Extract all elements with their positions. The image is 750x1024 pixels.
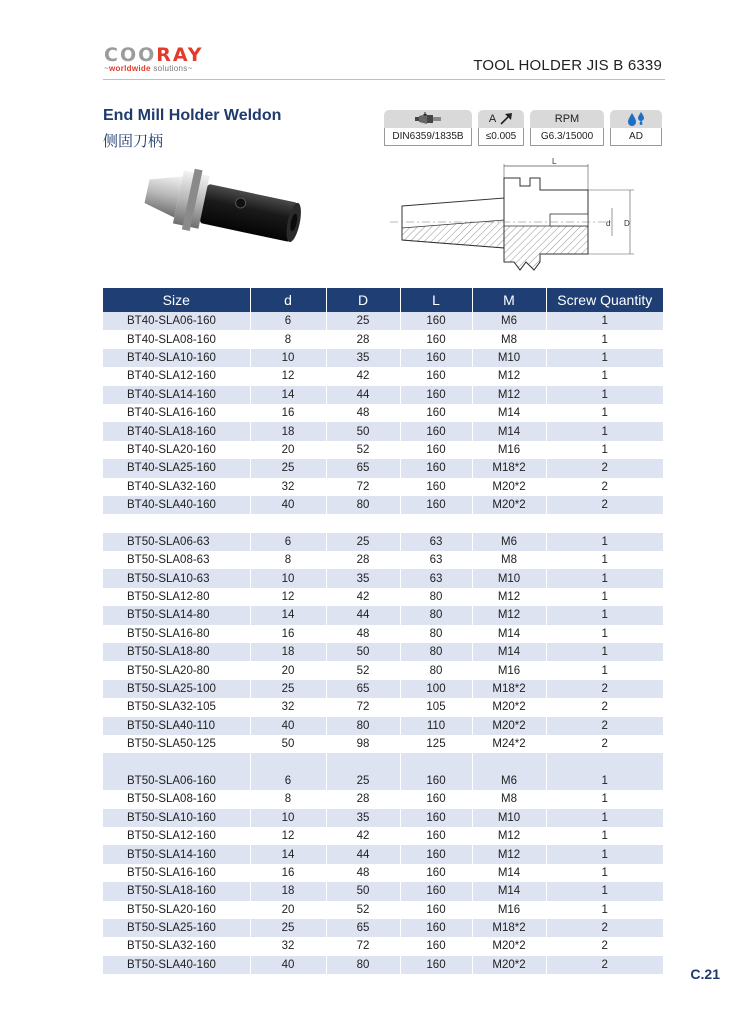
- table-cell: 25: [250, 680, 326, 698]
- table-cell: 20: [250, 661, 326, 679]
- table-cell: 80: [400, 643, 472, 661]
- table-row: [103, 533, 663, 551]
- table-cell: BT50-SLA40-110: [103, 717, 250, 735]
- table-row: [103, 643, 663, 661]
- spacer-cell: [103, 514, 250, 532]
- table-cell: 25: [326, 772, 400, 790]
- table-cell: 20: [250, 901, 326, 919]
- col-header-size: Size: [103, 288, 250, 312]
- table-cell: BT50-SLA06-160: [103, 772, 250, 790]
- table-cell: 2: [546, 459, 663, 477]
- table-cell: 32: [250, 698, 326, 716]
- table-cell: 10: [250, 349, 326, 367]
- group-spacer-row: [103, 753, 663, 771]
- table-cell: BT40-SLA10-160: [103, 349, 250, 367]
- table-cell: M16: [472, 901, 546, 919]
- table-cell: 2: [546, 937, 663, 955]
- col-header-screw-quantity: Screw Quantity: [546, 288, 663, 312]
- table-cell: 1: [546, 901, 663, 919]
- table-cell: 160: [400, 827, 472, 845]
- spacer-cell: [546, 514, 663, 532]
- table-cell: M12: [472, 588, 546, 606]
- table-cell: BT40-SLA06-160: [103, 312, 250, 330]
- dim-label-d: d: [606, 219, 611, 228]
- table-cell: 1: [546, 882, 663, 900]
- table-row: [103, 827, 663, 845]
- table-cell: M18*2: [472, 459, 546, 477]
- table-cell: 1: [546, 330, 663, 348]
- table-cell: 35: [326, 809, 400, 827]
- table-cell: BT50-SLA32-105: [103, 698, 250, 716]
- table-header-row: [103, 288, 663, 312]
- table-cell: 105: [400, 698, 472, 716]
- brand-logo: [104, 44, 204, 73]
- table-cell: 72: [326, 698, 400, 716]
- table-cell: 32: [250, 937, 326, 955]
- table-row: [103, 569, 663, 587]
- table-cell: 160: [400, 919, 472, 937]
- table-cell: 28: [326, 790, 400, 808]
- table-cell: M14: [472, 882, 546, 900]
- table-cell: 160: [400, 478, 472, 496]
- table-row: [103, 422, 663, 440]
- table-cell: BT50-SLA20-80: [103, 661, 250, 679]
- table-cell: 160: [400, 864, 472, 882]
- table-cell: 160: [400, 459, 472, 477]
- table-cell: 160: [400, 882, 472, 900]
- runout-label: A: [488, 113, 497, 125]
- table-cell: BT50-SLA50-125: [103, 735, 250, 753]
- table-cell: 160: [400, 441, 472, 459]
- table-cell: 18: [250, 643, 326, 661]
- table-cell: 110: [400, 717, 472, 735]
- table-cell: 44: [326, 606, 400, 624]
- table-cell: M6: [472, 312, 546, 330]
- table-cell: 2: [546, 478, 663, 496]
- table-cell: 14: [250, 386, 326, 404]
- table-cell: 52: [326, 901, 400, 919]
- table-cell: 98: [326, 735, 400, 753]
- table-cell: M14: [472, 864, 546, 882]
- table-cell: BT50-SLA10-160: [103, 809, 250, 827]
- table-row: [103, 790, 663, 808]
- spacer-cell: [103, 753, 250, 771]
- spacer-cell: [326, 514, 400, 532]
- technical-drawing: [380, 158, 650, 282]
- table-cell: 8: [250, 790, 326, 808]
- col-header-D: D: [326, 288, 400, 312]
- table-row: [103, 349, 663, 367]
- table-cell: BT50-SLA40-160: [103, 956, 250, 974]
- table-cell: 1: [546, 533, 663, 551]
- spec-table: [103, 288, 663, 974]
- table-cell: 1: [546, 661, 663, 679]
- table-cell: 1: [546, 809, 663, 827]
- table-cell: 12: [250, 588, 326, 606]
- table-cell: 14: [250, 845, 326, 863]
- table-cell: 63: [400, 551, 472, 569]
- table-cell: 160: [400, 386, 472, 404]
- table-cell: BT50-SLA32-160: [103, 937, 250, 955]
- table-cell: M14: [472, 404, 546, 422]
- table-cell: 35: [326, 569, 400, 587]
- table-cell: 48: [326, 625, 400, 643]
- table-cell: 52: [326, 441, 400, 459]
- dim-label-D: D: [624, 219, 630, 228]
- table-cell: 63: [400, 533, 472, 551]
- spacer-cell: [400, 514, 472, 532]
- table-cell: BT50-SLA08-63: [103, 551, 250, 569]
- table-cell: 1: [546, 827, 663, 845]
- table-cell: 160: [400, 312, 472, 330]
- table-cell: 80: [400, 606, 472, 624]
- table-cell: 8: [250, 551, 326, 569]
- table-cell: 25: [326, 533, 400, 551]
- header-divider: [103, 79, 665, 80]
- table-cell: 42: [326, 367, 400, 385]
- table-cell: 50: [250, 735, 326, 753]
- table-cell: 8: [250, 330, 326, 348]
- table-cell: 160: [400, 937, 472, 955]
- table-row: [103, 588, 663, 606]
- table-cell: 16: [250, 864, 326, 882]
- table-row: [103, 367, 663, 385]
- table-cell: M20*2: [472, 698, 546, 716]
- table-row: [103, 956, 663, 974]
- table-cell: BT50-SLA18-80: [103, 643, 250, 661]
- spacer-cell: [546, 753, 663, 771]
- table-row: [103, 478, 663, 496]
- table-cell: 2: [546, 680, 663, 698]
- table-cell: BT50-SLA16-160: [103, 864, 250, 882]
- table-cell: M18*2: [472, 919, 546, 937]
- table-cell: 2: [546, 735, 663, 753]
- table-cell: 48: [326, 404, 400, 422]
- table-cell: 125: [400, 735, 472, 753]
- table-cell: M10: [472, 569, 546, 587]
- table-cell: 18: [250, 422, 326, 440]
- table-cell: 50: [326, 882, 400, 900]
- table-cell: 40: [250, 717, 326, 735]
- table-cell: M14: [472, 625, 546, 643]
- table-cell: 160: [400, 404, 472, 422]
- spacer-cell: [250, 514, 326, 532]
- table-cell: M8: [472, 551, 546, 569]
- table-cell: M14: [472, 422, 546, 440]
- table-cell: 42: [326, 827, 400, 845]
- table-cell: 72: [326, 478, 400, 496]
- spec-coolant: [610, 110, 662, 146]
- table-cell: M12: [472, 386, 546, 404]
- table-cell: 28: [326, 551, 400, 569]
- table-row: [103, 901, 663, 919]
- table-cell: BT50-SLA12-80: [103, 588, 250, 606]
- table-cell: 63: [400, 569, 472, 587]
- spec-standard-value: DIN6359/1835B: [384, 128, 472, 146]
- table-row: [103, 404, 663, 422]
- table-row: [103, 441, 663, 459]
- spacer-cell: [250, 753, 326, 771]
- table-cell: 1: [546, 606, 663, 624]
- table-cell: 6: [250, 533, 326, 551]
- table-cell: 48: [326, 864, 400, 882]
- table-row: [103, 845, 663, 863]
- table-cell: 2: [546, 717, 663, 735]
- table-cell: M6: [472, 533, 546, 551]
- table-cell: BT50-SLA10-63: [103, 569, 250, 587]
- table-cell: M12: [472, 367, 546, 385]
- table-row: [103, 698, 663, 716]
- table-cell: M20*2: [472, 478, 546, 496]
- table-cell: 72: [326, 937, 400, 955]
- table-cell: M8: [472, 790, 546, 808]
- table-cell: 50: [326, 643, 400, 661]
- table-cell: 160: [400, 422, 472, 440]
- table-cell: BT50-SLA16-80: [103, 625, 250, 643]
- table-row: [103, 864, 663, 882]
- table-cell: 1: [546, 625, 663, 643]
- table-cell: 1: [546, 569, 663, 587]
- table-cell: 1: [546, 551, 663, 569]
- table-cell: 1: [546, 845, 663, 863]
- tool-holder-icon: [384, 110, 472, 128]
- table-cell: 25: [326, 312, 400, 330]
- table-cell: 10: [250, 809, 326, 827]
- page-header-title: TOOL HOLDER JIS B 6339: [473, 57, 662, 74]
- table-cell: 42: [326, 588, 400, 606]
- runout-arrow-icon: [499, 113, 513, 125]
- rpm-label: RPM: [530, 110, 604, 128]
- table-cell: 35: [326, 349, 400, 367]
- col-header-M: M: [472, 288, 546, 312]
- table-cell: M10: [472, 349, 546, 367]
- table-cell: BT40-SLA08-160: [103, 330, 250, 348]
- coolant-drops-icon: [610, 110, 662, 128]
- table-cell: 25: [250, 459, 326, 477]
- table-cell: M20*2: [472, 496, 546, 514]
- table-cell: 50: [326, 422, 400, 440]
- col-header-d: d: [250, 288, 326, 312]
- table-cell: BT40-SLA12-160: [103, 367, 250, 385]
- table-cell: 160: [400, 790, 472, 808]
- table-row: [103, 661, 663, 679]
- table-cell: 14: [250, 606, 326, 624]
- spec-runout-value: ≤0.005: [478, 128, 524, 146]
- brand-wordmark: COORAY: [104, 44, 204, 66]
- table-row: [103, 809, 663, 827]
- spec-standard: [384, 110, 472, 146]
- table-cell: 1: [546, 790, 663, 808]
- table-row: [103, 606, 663, 624]
- table-cell: BT50-SLA08-160: [103, 790, 250, 808]
- spec-rpm-value: G6.3/15000: [530, 128, 604, 146]
- table-cell: 160: [400, 496, 472, 514]
- table-row: [103, 551, 663, 569]
- table-cell: 65: [326, 459, 400, 477]
- group-spacer-row: [103, 514, 663, 532]
- table-cell: 1: [546, 349, 663, 367]
- col-header-L: L: [400, 288, 472, 312]
- table-cell: 2: [546, 956, 663, 974]
- table-cell: BT50-SLA25-160: [103, 919, 250, 937]
- table-cell: 160: [400, 809, 472, 827]
- table-cell: 80: [326, 496, 400, 514]
- spacer-cell: [472, 753, 546, 771]
- table-cell: 18: [250, 882, 326, 900]
- table-cell: BT40-SLA20-160: [103, 441, 250, 459]
- table-cell: BT40-SLA18-160: [103, 422, 250, 440]
- spec-rpm: [530, 110, 604, 146]
- product-subtitle: 侧固刀柄: [103, 133, 164, 150]
- page-number: C.21: [690, 966, 720, 982]
- table-cell: 1: [546, 643, 663, 661]
- table-cell: BT50-SLA12-160: [103, 827, 250, 845]
- spacer-cell: [472, 514, 546, 532]
- table-cell: BT50-SLA14-80: [103, 606, 250, 624]
- table-cell: M12: [472, 606, 546, 624]
- table-cell: M14: [472, 643, 546, 661]
- table-row: [103, 330, 663, 348]
- table-cell: 1: [546, 864, 663, 882]
- table-cell: M20*2: [472, 717, 546, 735]
- table-cell: BT50-SLA20-160: [103, 901, 250, 919]
- table-cell: M16: [472, 441, 546, 459]
- table-cell: 40: [250, 496, 326, 514]
- table-cell: 80: [400, 625, 472, 643]
- table-cell: 160: [400, 367, 472, 385]
- table-cell: 80: [326, 717, 400, 735]
- table-cell: 80: [400, 588, 472, 606]
- table-cell: 44: [326, 845, 400, 863]
- table-row: [103, 386, 663, 404]
- table-cell: BT40-SLA32-160: [103, 478, 250, 496]
- table-row: [103, 496, 663, 514]
- table-cell: 1: [546, 441, 663, 459]
- table-cell: 52: [326, 661, 400, 679]
- table-cell: M10: [472, 809, 546, 827]
- table-cell: 1: [546, 588, 663, 606]
- table-cell: 160: [400, 901, 472, 919]
- table-cell: 1: [546, 422, 663, 440]
- table-cell: M20*2: [472, 937, 546, 955]
- table-cell: M18*2: [472, 680, 546, 698]
- brand-tagline: ~worldwide solutions~: [104, 64, 193, 73]
- table-row: [103, 919, 663, 937]
- table-row: [103, 882, 663, 900]
- table-cell: 25: [250, 919, 326, 937]
- table-cell: 160: [400, 845, 472, 863]
- table-cell: 32: [250, 478, 326, 496]
- table-cell: 65: [326, 919, 400, 937]
- table-cell: 40: [250, 956, 326, 974]
- spacer-cell: [400, 753, 472, 771]
- table-row: [103, 772, 663, 790]
- table-cell: 44: [326, 386, 400, 404]
- table-row: [103, 735, 663, 753]
- dim-label-L: L: [552, 158, 557, 166]
- tool-holder-photo: [140, 158, 310, 270]
- table-cell: M16: [472, 661, 546, 679]
- table-cell: M12: [472, 827, 546, 845]
- table-cell: 16: [250, 625, 326, 643]
- table-cell: 6: [250, 772, 326, 790]
- table-row: [103, 937, 663, 955]
- table-cell: 65: [326, 680, 400, 698]
- table-row: [103, 717, 663, 735]
- table-cell: BT50-SLA14-160: [103, 845, 250, 863]
- table-cell: M20*2: [472, 956, 546, 974]
- table-cell: BT40-SLA16-160: [103, 404, 250, 422]
- table-cell: M24*2: [472, 735, 546, 753]
- table-cell: 20: [250, 441, 326, 459]
- table-cell: BT40-SLA25-160: [103, 459, 250, 477]
- table-row: [103, 312, 663, 330]
- table-cell: 12: [250, 367, 326, 385]
- table-cell: 1: [546, 404, 663, 422]
- table-cell: 160: [400, 330, 472, 348]
- table-cell: 1: [546, 312, 663, 330]
- table-cell: 16: [250, 404, 326, 422]
- table-cell: 1: [546, 367, 663, 385]
- table-cell: M12: [472, 845, 546, 863]
- table-cell: 1: [546, 772, 663, 790]
- spacer-cell: [326, 753, 400, 771]
- table-cell: 6: [250, 312, 326, 330]
- table-cell: M8: [472, 330, 546, 348]
- table-cell: BT40-SLA40-160: [103, 496, 250, 514]
- table-row: [103, 680, 663, 698]
- table-cell: 100: [400, 680, 472, 698]
- table-cell: 160: [400, 956, 472, 974]
- table-row: [103, 459, 663, 477]
- table-cell: 2: [546, 919, 663, 937]
- table-cell: 160: [400, 349, 472, 367]
- table-cell: 160: [400, 772, 472, 790]
- table-cell: 80: [326, 956, 400, 974]
- table-cell: 28: [326, 330, 400, 348]
- table-cell: 12: [250, 827, 326, 845]
- table-row: [103, 625, 663, 643]
- product-title: End Mill Holder Weldon: [103, 107, 282, 124]
- table-cell: BT50-SLA06-63: [103, 533, 250, 551]
- table-cell: M6: [472, 772, 546, 790]
- spec-coolant-value: AD: [610, 128, 662, 146]
- table-cell: 2: [546, 698, 663, 716]
- table-cell: 2: [546, 496, 663, 514]
- table-cell: BT50-SLA18-160: [103, 882, 250, 900]
- table-cell: 80: [400, 661, 472, 679]
- table-cell: 1: [546, 386, 663, 404]
- table-cell: BT40-SLA14-160: [103, 386, 250, 404]
- table-cell: BT50-SLA25-100: [103, 680, 250, 698]
- table-cell: 10: [250, 569, 326, 587]
- spec-runout: [478, 110, 524, 146]
